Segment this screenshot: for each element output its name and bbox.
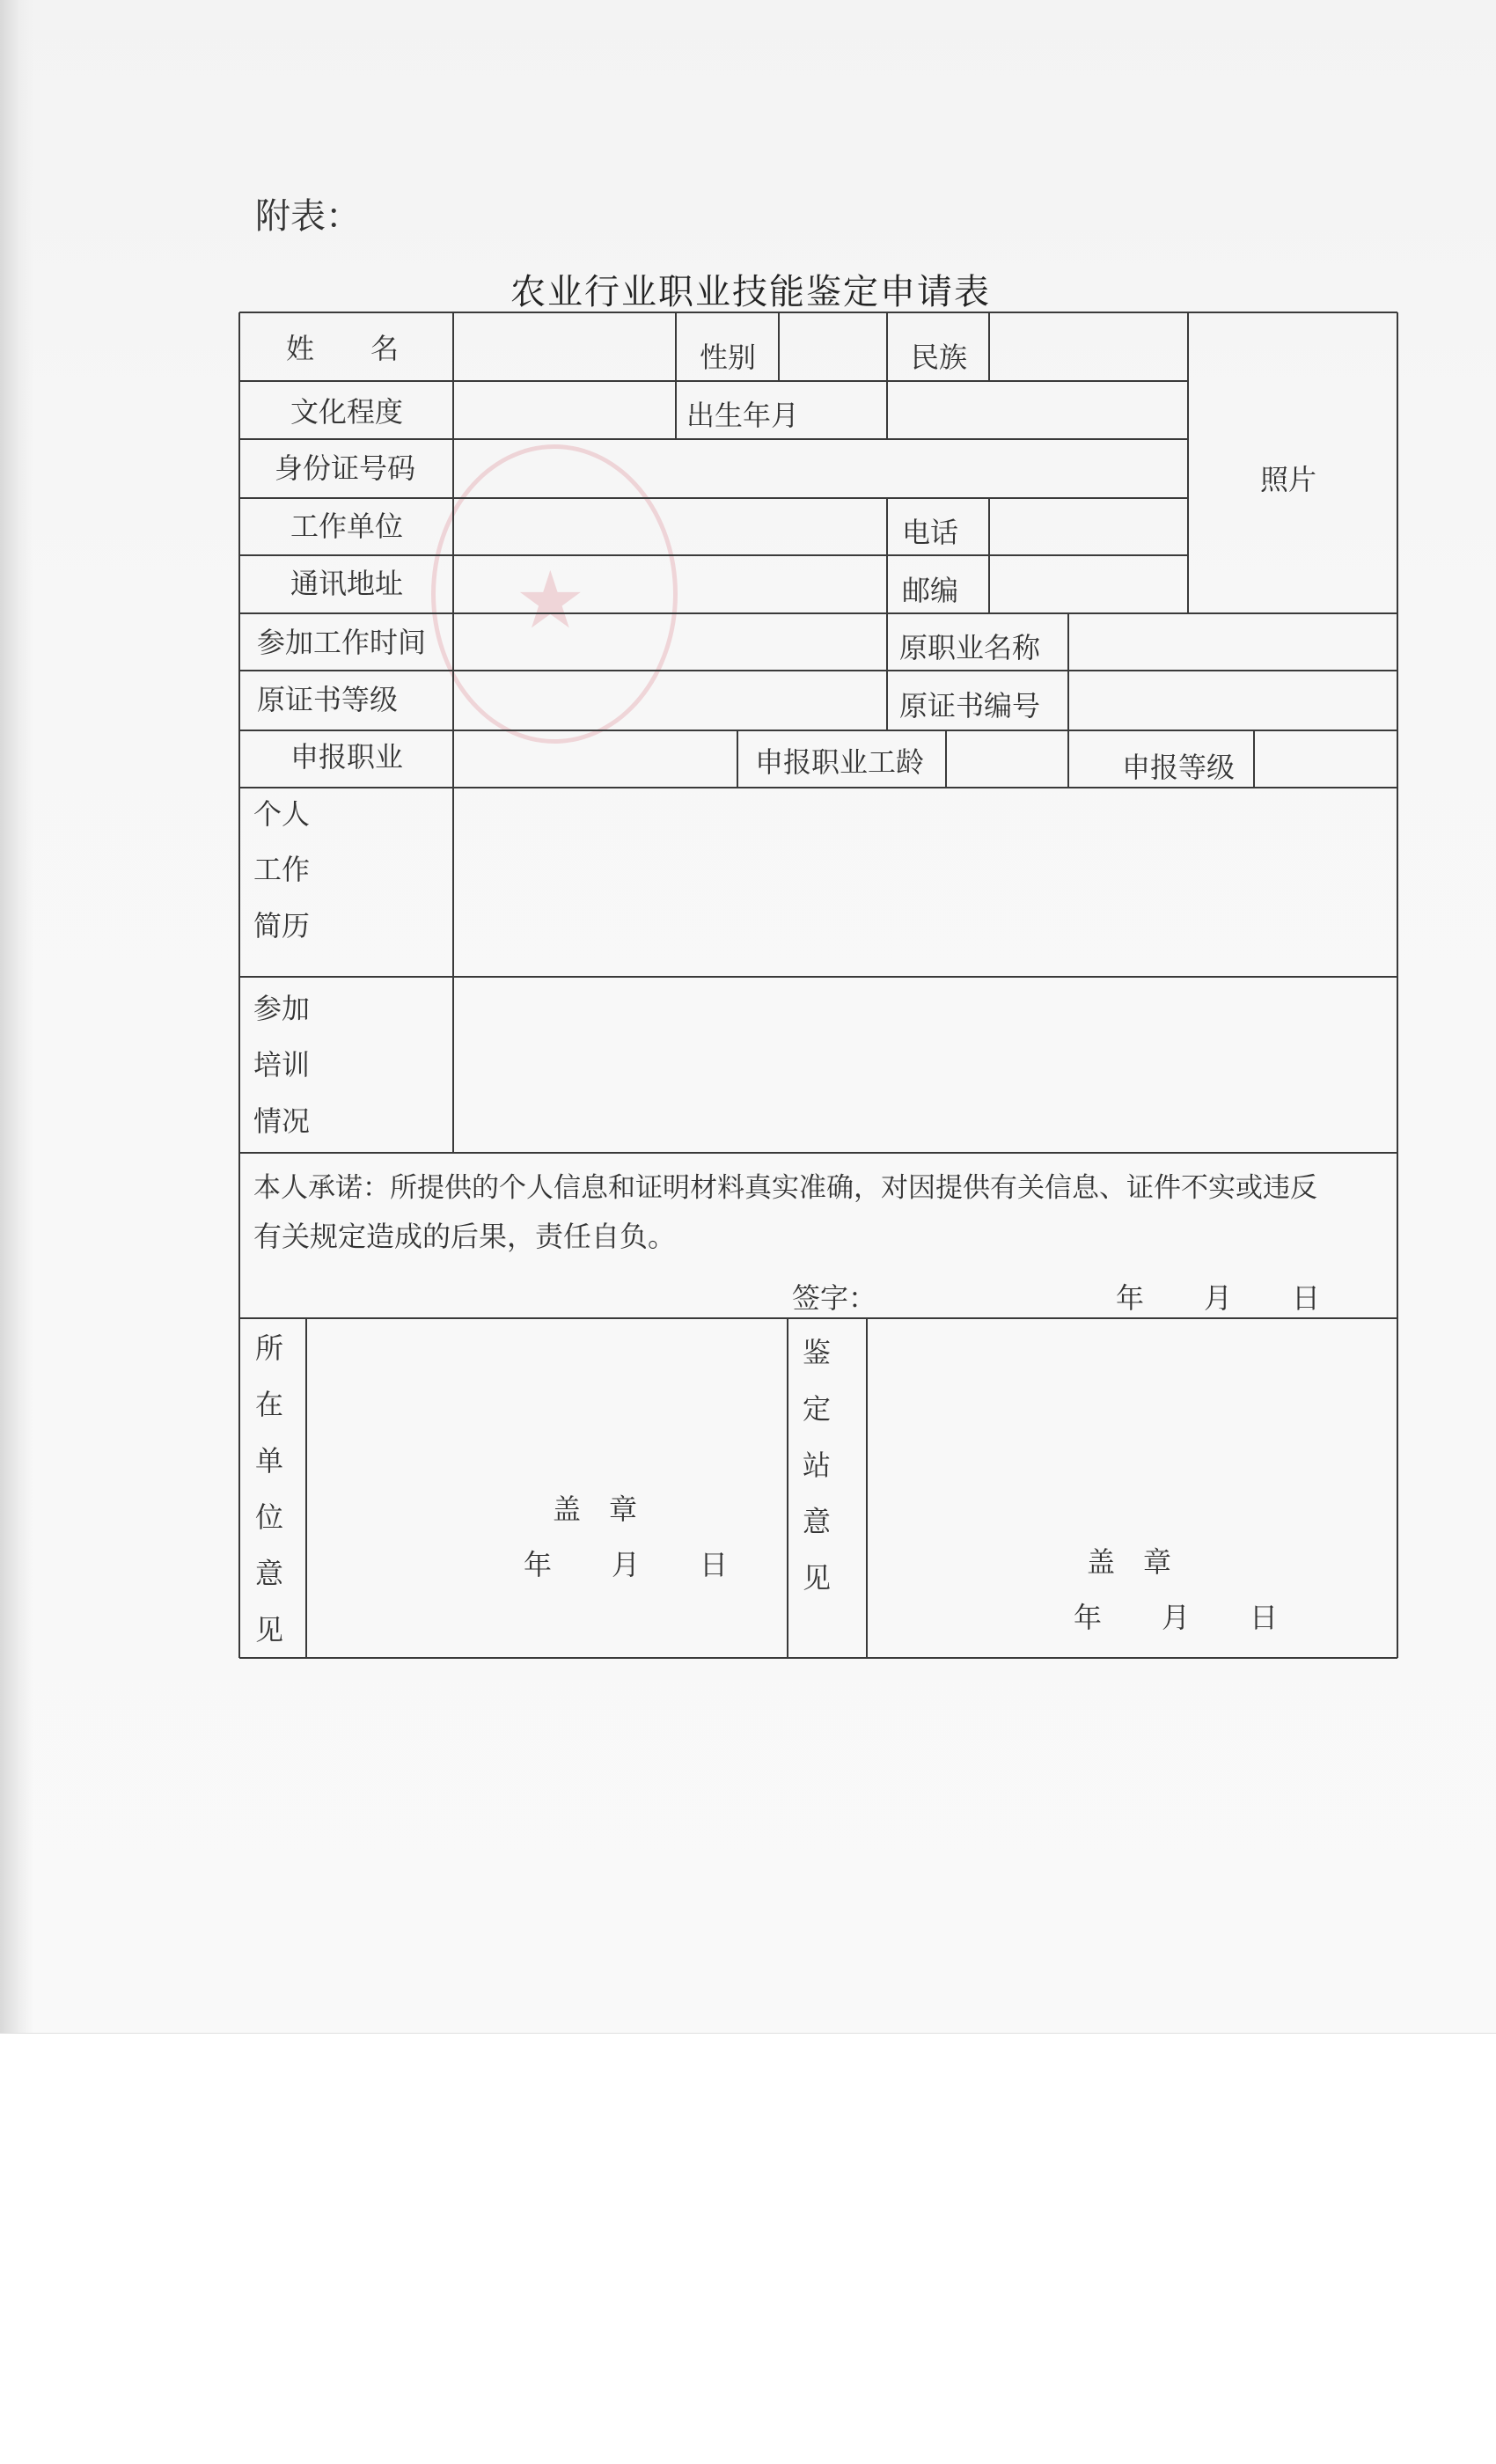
form-title: 农业行业职业技能鉴定申请表 — [510, 272, 991, 312]
former-occupation-input-cell[interactable] — [1070, 615, 1396, 669]
pledge-text-line2: 有关规定造成的后果，责任自负。 — [253, 1220, 677, 1253]
former-occupation-label: 原职业名称 — [899, 631, 1041, 664]
resume-label-line3: 简历 — [253, 909, 311, 942]
photo-label: 照片 — [1260, 463, 1317, 496]
station-opinion-label — [799, 1324, 834, 1606]
unit-year: 年 — [524, 1548, 553, 1581]
station-opinion-char: 见 — [802, 1561, 831, 1595]
apply-level-label: 申报等级 — [1122, 751, 1236, 784]
pledge-signature-label: 签字： — [792, 1281, 877, 1315]
station-opinion-input-area[interactable] — [869, 1320, 1396, 1656]
name-label: 姓 名 — [286, 332, 400, 365]
address-label: 通讯地址 — [290, 567, 404, 600]
station-opinion-char: 意 — [802, 1505, 831, 1538]
apply-seniority-label: 申报职业工龄 — [755, 745, 925, 779]
station-year: 年 — [1074, 1601, 1103, 1634]
postcode-label: 邮编 — [902, 574, 959, 607]
apply-level-input-cell[interactable] — [1256, 732, 1396, 786]
station-opinion-char: 定 — [802, 1392, 831, 1426]
pledge-year: 年 — [1116, 1281, 1145, 1315]
training-input-area[interactable] — [455, 979, 1396, 1151]
station-seal-label: 盖 章 — [1087, 1545, 1172, 1579]
resume-label-line1: 个人 — [253, 797, 311, 831]
phone-label: 电话 — [902, 516, 959, 549]
pledge-month: 月 — [1204, 1281, 1233, 1315]
station-opinion-char: 站 — [802, 1448, 831, 1482]
station-day: 日 — [1250, 1601, 1279, 1634]
postcode-input-cell[interactable] — [991, 557, 1186, 612]
unit-opinion-char: 意 — [254, 1557, 283, 1590]
employer-label: 工作单位 — [290, 510, 404, 543]
unit-opinion-input-area[interactable] — [308, 1320, 786, 1656]
id-number-input-cell[interactable] — [455, 441, 1186, 496]
apply-seniority-input-cell[interactable] — [948, 732, 1067, 786]
unit-seal-label: 盖 章 — [553, 1492, 638, 1526]
resume-label-line2: 工作 — [253, 853, 311, 886]
unit-opinion-char: 单 — [254, 1444, 283, 1478]
unit-opinion-char: 位 — [254, 1500, 283, 1534]
birth-input-cell[interactable] — [889, 383, 1186, 437]
attachment-label: 附表： — [255, 196, 361, 237]
work-start-label: 参加工作时间 — [257, 626, 427, 659]
former-cert-number-input-cell[interactable] — [1070, 672, 1396, 729]
phone-input-cell[interactable] — [991, 500, 1186, 554]
unit-opinion-char: 在 — [254, 1388, 283, 1421]
apply-occupation-label: 申报职业 — [290, 740, 404, 774]
training-label-line2: 培训 — [253, 1048, 311, 1082]
ethnicity-label: 民族 — [911, 341, 968, 374]
employer-input-cell[interactable] — [455, 500, 885, 554]
training-label-line3: 情况 — [253, 1104, 311, 1138]
photo-box[interactable] — [1190, 314, 1396, 612]
unit-opinion-char: 所 — [254, 1331, 283, 1365]
address-input-cell[interactable] — [455, 557, 885, 612]
station-month: 月 — [1162, 1601, 1191, 1634]
ethnicity-input-cell[interactable] — [991, 314, 1186, 379]
unit-opinion-char: 见 — [254, 1613, 283, 1646]
gender-input-cell[interactable] — [781, 314, 885, 379]
education-input-cell[interactable] — [455, 383, 674, 437]
former-cert-level-label: 原证书等级 — [257, 683, 399, 716]
education-label: 文化程度 — [290, 395, 404, 429]
work-start-input-cell[interactable] — [455, 615, 885, 669]
id-number-label: 身份证号码 — [275, 451, 416, 485]
pledge-signature-field[interactable] — [880, 1276, 1091, 1315]
name-input-cell[interactable] — [455, 314, 674, 379]
training-label-line1: 参加 — [253, 992, 311, 1025]
former-cert-level-input-cell[interactable] — [455, 672, 885, 729]
unit-day: 日 — [700, 1548, 729, 1581]
former-cert-number-label: 原证书编号 — [899, 689, 1041, 722]
unit-month: 月 — [612, 1548, 641, 1581]
unit-opinion-label — [252, 1320, 287, 1658]
seal-star-icon: ★ — [515, 554, 586, 647]
pledge-day: 日 — [1292, 1281, 1321, 1315]
resume-input-area[interactable] — [455, 789, 1396, 975]
gender-label: 性别 — [700, 341, 757, 374]
station-opinion-char: 鉴 — [802, 1336, 831, 1369]
apply-occupation-input-cell[interactable] — [455, 732, 736, 786]
birth-label: 出生年月 — [686, 399, 800, 432]
pledge-text-line1: 本人承诺：所提供的个人信息和证明材料真实准确，对因提供有关信息、证件不实或违反 — [253, 1172, 1317, 1204]
